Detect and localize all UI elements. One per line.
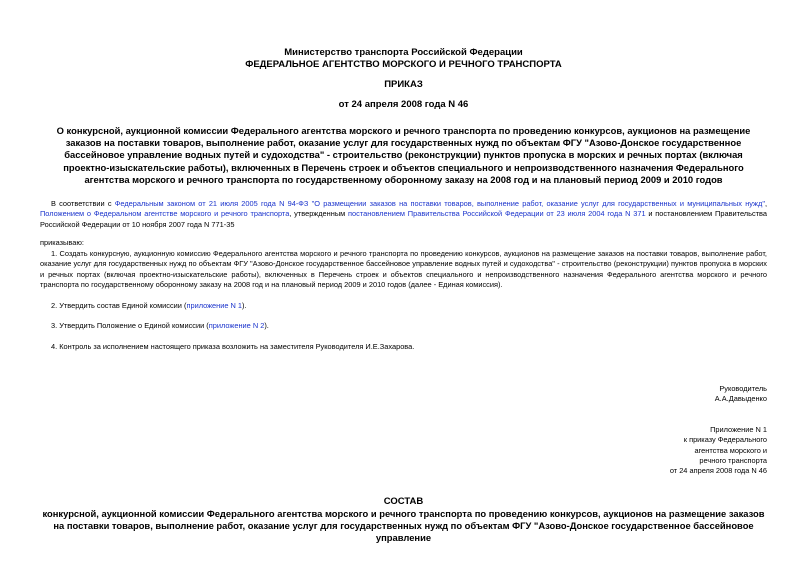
appendix-1-link[interactable]: приложение N 1 bbox=[186, 301, 243, 310]
appendix-line-4: речного транспорта bbox=[699, 455, 767, 465]
order-item-3 bbox=[51, 321, 778, 331]
ministry-name: Министерство транспорта Российской Федерации bbox=[284, 47, 523, 58]
agency-name: ФЕДЕРАЛЬНОЕ АГЕНТСТВО МОРСКОГО И РЕЧНОГО ТРАНСПОРТА bbox=[245, 59, 562, 70]
order-item-4: 4. Контроль за исполнением настоящего приказа возложить на заместителя Руководителя И.Е.Захарова. bbox=[51, 342, 415, 351]
preamble-text-2: , bbox=[764, 199, 768, 208]
signature-role: Руководитель bbox=[719, 384, 767, 393]
preamble-text-3: , утвержденным bbox=[289, 209, 349, 219]
doc-title: О конкурсной, аукционной комиссии Федерального агентства морского и речного транспорта по проведению конкурсов, аукционов на размещение заказов на поставки товаров, выполнение работ, оказание услуг для государственных нужд по объектам ФГУ "Азово-Донское государственное бассейновое управление водных путей и судоходства" - строительство (реконструкции) пунктов пропуска в морских и речных портах (включая проектно-изыскательские работы), включенных в Перечень строек и объектов специального и непроизводственного назначения Федерального агентства морского и речного транспорта по государственному оборонному заказу на 2008 год и на плановый период 2009 и 2010 годов bbox=[56, 125, 751, 185]
appendix-line-3: агентства морского и bbox=[694, 445, 767, 455]
composition-text: конкурсной, аукционной комиссии Федерального агентства морского и речного транспорта по проведению конкурсов, аукционов на размещение заказов на поставки товаров, выполнение работ, оказание услуг для государственных нужд по объектам ФГУ "Азово-Донское государственное бассейновое управление bbox=[42, 508, 765, 544]
order-item-3-text: 3. Утвердить Положение о Единой комиссии ( bbox=[51, 321, 209, 330]
order-item-2-text: 2. Утвердить состав Единой комиссии ( bbox=[51, 301, 187, 310]
order-item-2-end: ). bbox=[242, 301, 247, 310]
regulation-link[interactable]: Положением о Федеральном агентстве морского и речного транспорта bbox=[40, 209, 290, 219]
federal-law-link[interactable]: Федеральным законом от 21 июля 2005 года N 94-ФЗ "О размещении заказов на поставки товаров, выполнение работ, оказание услуг для государственных и муниципальных нужд" bbox=[114, 199, 765, 208]
order-item-2 bbox=[51, 301, 778, 311]
appendix-line-2: к приказу Федерального bbox=[683, 435, 767, 445]
signature-name: А.А.Давыденко bbox=[714, 394, 767, 403]
government-decree-link[interactable]: постановлением Правительства Российской Федерации от 23 июля 2004 года N 371 bbox=[348, 209, 646, 219]
order-item-1: 1. Создать конкурсную, аукционную комиссию Федерального агентства морского и речного транспорта по проведению конкурсов, аукционов на размещение заказов на поставки товаров, выполнение работ, оказание услуг для государственных нужд по объектам ФГУ "Азово-Донское государственное бассейновое управление водных путей и судоходства" - строительство (реконструкции) пунктов пропуска в морских и речных портах (включая проектно-изыскательские работы), включенных в Перечень строек и объектов специального и непроизводственного назначения Федерального агентства морского и речного транспорта по государственному оборонному заказу на 2008 год и на плановый период 2009 и 2010 годов (далее - Единая комиссия). bbox=[40, 249, 767, 289]
appendix-block bbox=[500, 425, 767, 476]
composition-heading: СОСТАВ bbox=[383, 496, 424, 507]
appendix-line-1: Приложение N 1 bbox=[710, 425, 767, 434]
appendix-2-link[interactable]: приложение N 2 bbox=[208, 321, 265, 330]
preamble-text-4: и постановлением Правительства Российской Федерации от 10 ноября 2007 года N 771-35 bbox=[40, 209, 768, 229]
order-item-3-end: ). bbox=[264, 321, 269, 330]
appendix-line-5: от 24 апреля 2008 года N 46 bbox=[669, 466, 767, 476]
doc-type: ПРИКАЗ bbox=[384, 79, 423, 90]
order-word: приказываю: bbox=[40, 238, 84, 247]
doc-date-number: от 24 апреля 2008 года N 46 bbox=[338, 99, 469, 110]
preamble-paragraph bbox=[40, 199, 767, 230]
preamble-text-1: В соответствии с bbox=[51, 199, 115, 208]
